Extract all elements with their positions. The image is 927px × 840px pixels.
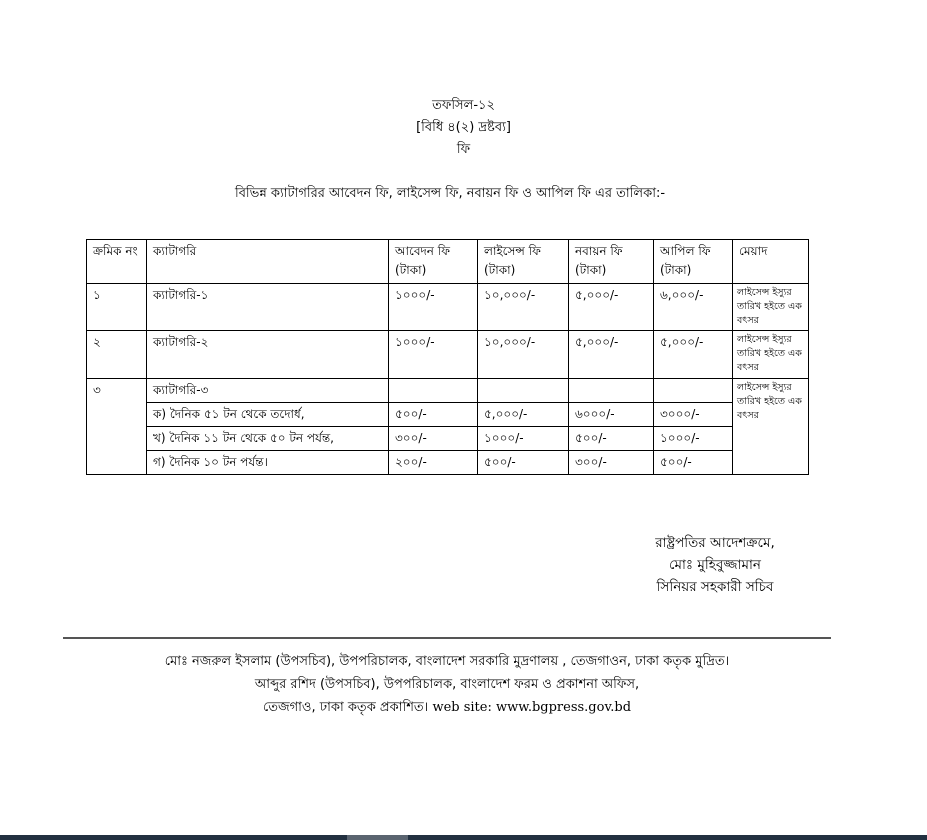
duration-cell: লাইসেন্স ইস্যুর তারিখ হইতে এক বৎসর bbox=[733, 331, 809, 379]
publisher-line: আব্দুর রশিদ (উপসচিব), উপপরিচালক, বাংলাদেশ ফরম ও প্রকাশনা অফিস, bbox=[254, 677, 640, 692]
empty-cell bbox=[478, 379, 569, 403]
header-category: ক্যাটাগরি bbox=[147, 240, 389, 284]
fee-table bbox=[86, 239, 809, 475]
license-fee-cell: ৫,০০০/- bbox=[478, 403, 569, 427]
license-fee-cell: ১০,০০০/- bbox=[478, 331, 569, 379]
printer-line: মোঃ নজরুল ইসলাম (উপসচিব), উপপরিচালক, বাংলাদেশ সরকারি মুদ্রণালয় , তেজগাওন, ঢাকা কতৃক মুদ্রিত। bbox=[164, 654, 730, 669]
empty-cell bbox=[569, 379, 654, 403]
header-serial: ক্রমিক নং bbox=[87, 240, 147, 284]
license-fee-cell: ৫০০/- bbox=[478, 451, 569, 475]
signatory-designation: সিনিয়র সহকারী সচিব bbox=[656, 579, 774, 595]
appeal-fee-cell: ৩০০০/- bbox=[654, 403, 733, 427]
empty-cell bbox=[654, 379, 733, 403]
table-header-row bbox=[87, 240, 809, 284]
serial-cell: ১ bbox=[87, 284, 147, 331]
application-fee-cell: ১০০০/- bbox=[389, 331, 478, 379]
duration-cell: লাইসেন্স ইস্যুর তারিখ হইতে এক বৎসর bbox=[733, 379, 809, 475]
signatory-name: মোঃ মুহিবুজ্জামান bbox=[669, 557, 761, 573]
appeal-fee-cell: ৫০০/- bbox=[654, 451, 733, 475]
order-line: রাষ্ট্রপতির আদেশক্রমে, bbox=[655, 535, 775, 551]
renewal-fee-cell: ৫০০/- bbox=[569, 427, 654, 451]
appeal-fee-cell: ৬,০০০/- bbox=[654, 284, 733, 331]
rule-reference: [বিধি ৪(২) দ্রষ্টব্য] bbox=[416, 120, 511, 135]
bottom-scrollbar[interactable] bbox=[0, 835, 927, 840]
serial-cell: ৩ bbox=[87, 379, 147, 475]
header-license-fee: লাইসেন্স ফি (টাকা) bbox=[478, 240, 569, 284]
renewal-fee-cell: ৩০০/- bbox=[569, 451, 654, 475]
renewal-fee-cell: ৬০০০/- bbox=[569, 403, 654, 427]
subject: ফি bbox=[456, 142, 471, 157]
publisher-address: তেজগাও, ঢাকা কতৃক প্রকাশিত। bbox=[262, 700, 429, 715]
signature-block bbox=[600, 532, 830, 598]
footer-divider bbox=[63, 637, 831, 639]
subcategory-cell: ক) দৈনিক ৫১ টন থেকে তদোর্ধ, bbox=[147, 403, 389, 427]
application-fee-cell: ৩০০/- bbox=[389, 427, 478, 451]
category-cell: ক্যাটাগরি-১ bbox=[147, 284, 389, 331]
appeal-fee-cell: ১০০০/- bbox=[654, 427, 733, 451]
application-fee-cell: ২০০/- bbox=[389, 451, 478, 475]
publication-footer bbox=[63, 650, 831, 719]
scrollbar-thumb[interactable] bbox=[347, 835, 408, 840]
empty-cell bbox=[389, 379, 478, 403]
header-application-fee: আবেদন ফি (টাকা) bbox=[389, 240, 478, 284]
application-fee-cell: ৫০০/- bbox=[389, 403, 478, 427]
header-duration: মেয়াদ bbox=[733, 240, 809, 284]
category-cell: ক্যাটাগরি-২ bbox=[147, 331, 389, 379]
header-renewal-fee: নবায়ন ফি (টাকা) bbox=[569, 240, 654, 284]
header-appeal-fee: আপিল ফি (টাকা) bbox=[654, 240, 733, 284]
table-subrow bbox=[87, 403, 809, 427]
schedule-title: তফসিল-১২ bbox=[432, 98, 495, 113]
subcategory-cell: খ) দৈনিক ১১ টন থেকে ৫০ টন পর্যন্ত, bbox=[147, 427, 389, 451]
table-subrow bbox=[87, 427, 809, 451]
duration-cell: লাইসেন্স ইস্যুর তারিখ হইতে এক বৎসর bbox=[733, 284, 809, 331]
website-link[interactable]: web site: www.bgpress.gov.bd bbox=[432, 700, 632, 715]
table-caption: বিভিন্ন ক্যাটাগরির আবেদন ফি, লাইসেন্স ফি, নবায়ন ফি ও আপিল ফি এর তালিকা:- bbox=[234, 186, 666, 201]
renewal-fee-cell: ৫,০০০/- bbox=[569, 331, 654, 379]
table-row bbox=[87, 331, 809, 379]
appeal-fee-cell: ৫,০০০/- bbox=[654, 331, 733, 379]
renewal-fee-cell: ৫,০০০/- bbox=[569, 284, 654, 331]
table-row bbox=[87, 379, 809, 403]
serial-cell: ২ bbox=[87, 331, 147, 379]
table-row bbox=[87, 284, 809, 331]
subcategory-cell: গ) দৈনিক ১০ টন পর্যন্ত। bbox=[147, 451, 389, 475]
license-fee-cell: ১০০০/- bbox=[478, 427, 569, 451]
category-cell: ক্যাটাগরি-৩ bbox=[147, 379, 389, 403]
table-subrow bbox=[87, 451, 809, 475]
license-fee-cell: ১০,০০০/- bbox=[478, 284, 569, 331]
publisher-address-line bbox=[63, 696, 831, 719]
application-fee-cell: ১০০০/- bbox=[389, 284, 478, 331]
